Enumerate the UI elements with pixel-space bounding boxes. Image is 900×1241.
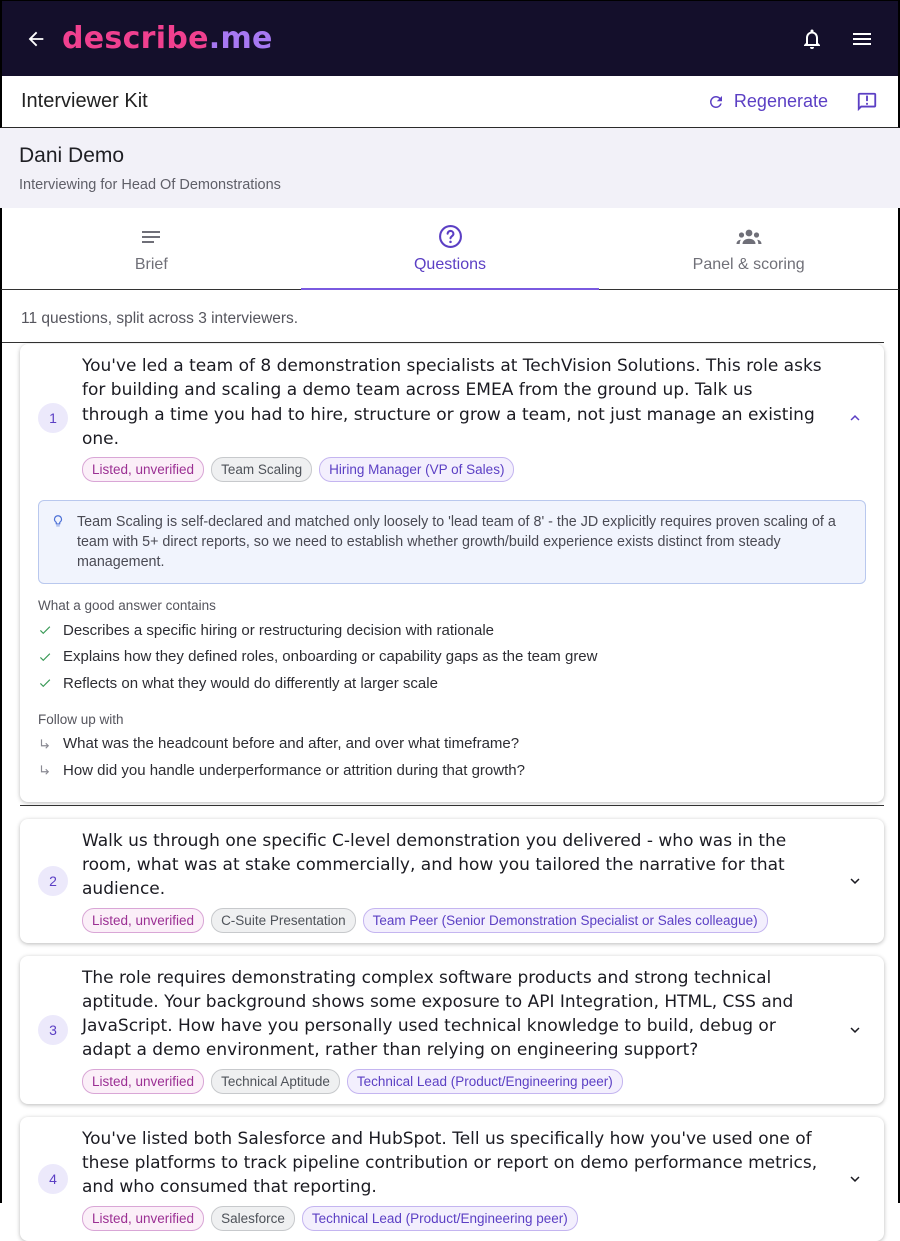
feedback-icon[interactable] (856, 91, 878, 113)
question-header[interactable] (20, 344, 884, 492)
status-chip: Listed, unverified (82, 908, 204, 933)
good-answer-item (38, 644, 866, 671)
chevron-down-icon[interactable] (836, 1170, 864, 1188)
question-text: Walk us through one specific C-level demonstration you delivered - who was in the room, what was at stake commercially, and how you tailored the narrative for that audience. (82, 830, 787, 900)
status-chip: Listed, unverified (82, 457, 204, 482)
good-answer-text: Describes a specific hiring or restructuring decision with rationale (63, 621, 495, 639)
tab-panel-scoring-label: Panel & scoring (692, 255, 805, 273)
app-logo[interactable] (62, 21, 273, 56)
question-header[interactable] (20, 819, 884, 943)
follow-up-text: How did you handle underperformance or attrition during that growth? (63, 761, 525, 779)
insight-note (38, 500, 866, 584)
logo-text-part1: describe (62, 21, 209, 56)
question-text: You've led a team of 8 demonstration specialists at TechVision Solutions. This role asks for building and scaling a demo team across EMEA from the ground up. Talk us through a time you had to hire, structure or grow a team, not just manage an existing one. (82, 356, 822, 449)
good-answer-text: Reflects on what they would do differently at larger scale (63, 674, 438, 692)
logo-text-part2: .me (208, 21, 273, 56)
check-icon (38, 650, 63, 664)
question-number: 3 (38, 1015, 68, 1045)
regenerate-button[interactable] (707, 91, 828, 112)
questions-panel (0, 290, 900, 1226)
lines-icon (139, 224, 163, 250)
lightbulb-icon (51, 513, 65, 535)
good-answer-section (20, 584, 884, 697)
interviewer-chip: Technical Lead (Product/Engineering peer) (347, 1069, 623, 1094)
question-header[interactable] (20, 1117, 884, 1241)
subdirectory-arrow-icon (38, 763, 63, 777)
regenerate-label: Regenerate (733, 91, 828, 111)
question-card (20, 344, 884, 802)
skill-chip: Technical Aptitude (211, 1069, 340, 1094)
bell-icon[interactable] (794, 21, 830, 57)
candidate-name: Dani Demo (19, 144, 125, 167)
skill-chip: C-Suite Presentation (211, 908, 356, 933)
hamburger-menu-icon[interactable] (844, 21, 880, 57)
status-chip: Listed, unverified (82, 1206, 204, 1231)
tab-brief[interactable] (2, 208, 301, 289)
good-answer-item (38, 617, 866, 644)
insight-text: Team Scaling is self-declared and matched only loosely to 'lead team of 8' - the JD explicitly requires proven scaling of a team with 5+ direct reports, so we need to establish whether growth/build experience exists distinct from steady management. (77, 514, 836, 571)
tab-bar (0, 208, 900, 290)
refresh-icon (707, 93, 725, 111)
good-answer-heading: What a good answer contains (38, 598, 216, 614)
questions-summary: 11 questions, split across 3 interviewers. (2, 290, 884, 343)
page-title: Interviewer Kit (21, 90, 148, 112)
good-answer-text: Explains how they defined roles, onboarding or capability gaps as the team grew (63, 648, 598, 666)
check-icon (38, 623, 63, 637)
chevron-down-icon[interactable] (836, 872, 864, 890)
question-text: The role requires demonstrating complex software products and strong technical aptitude. Your background shows some exposure to API Integration, HTML, CSS and JavaScript. How have you personally used technical knowledge to build, debug or adapt a demo environment, rather than relying on engineering support? (82, 967, 794, 1061)
follow-up-item (38, 731, 866, 758)
people-icon (735, 224, 763, 250)
subdirectory-arrow-icon (38, 737, 63, 751)
follow-up-heading: Follow up with (38, 711, 124, 727)
skill-chip: Team Scaling (211, 457, 312, 482)
good-answer-item (38, 670, 866, 697)
question-number: 4 (38, 1164, 68, 1194)
tab-brief-label: Brief (134, 255, 168, 273)
chevron-down-icon[interactable] (836, 1021, 864, 1039)
tab-panel-scoring[interactable] (599, 208, 898, 289)
check-icon (38, 676, 63, 690)
back-arrow-icon[interactable] (22, 25, 50, 53)
candidate-role: Interviewing for Head Of Demonstrations (19, 177, 281, 193)
question-card (20, 1117, 884, 1241)
interviewer-chip: Hiring Manager (VP of Sales) (319, 457, 514, 482)
interviewer-chip: Team Peer (Senior Demonstration Specialist or Sales colleague) (363, 908, 768, 933)
app-bar (0, 0, 900, 76)
tab-questions-label: Questions (413, 255, 487, 273)
follow-up-section (20, 697, 884, 784)
question-card (20, 819, 884, 943)
interviewer-chip: Technical Lead (Product/Engineering peer) (302, 1206, 578, 1231)
question-card (20, 956, 884, 1104)
divider (20, 805, 884, 806)
question-number: 1 (38, 403, 68, 433)
question-number: 2 (38, 866, 68, 896)
tab-questions[interactable] (301, 208, 600, 289)
follow-up-item (38, 757, 866, 784)
kit-header (0, 76, 900, 128)
question-text: You've listed both Salesforce and HubSpot. Tell us specifically how you've used one of these platforms to track pipeline contribution or report on demo performance metrics, and who consumed that reporting. (82, 1128, 818, 1198)
chevron-up-icon[interactable] (836, 409, 864, 427)
question-header[interactable] (20, 956, 884, 1104)
status-chip: Listed, unverified (82, 1069, 204, 1094)
follow-up-text: What was the headcount before and after, and over what timeframe? (63, 735, 520, 753)
question-circle-icon (438, 224, 463, 250)
skill-chip: Salesforce (211, 1206, 295, 1231)
candidate-summary (0, 128, 900, 208)
